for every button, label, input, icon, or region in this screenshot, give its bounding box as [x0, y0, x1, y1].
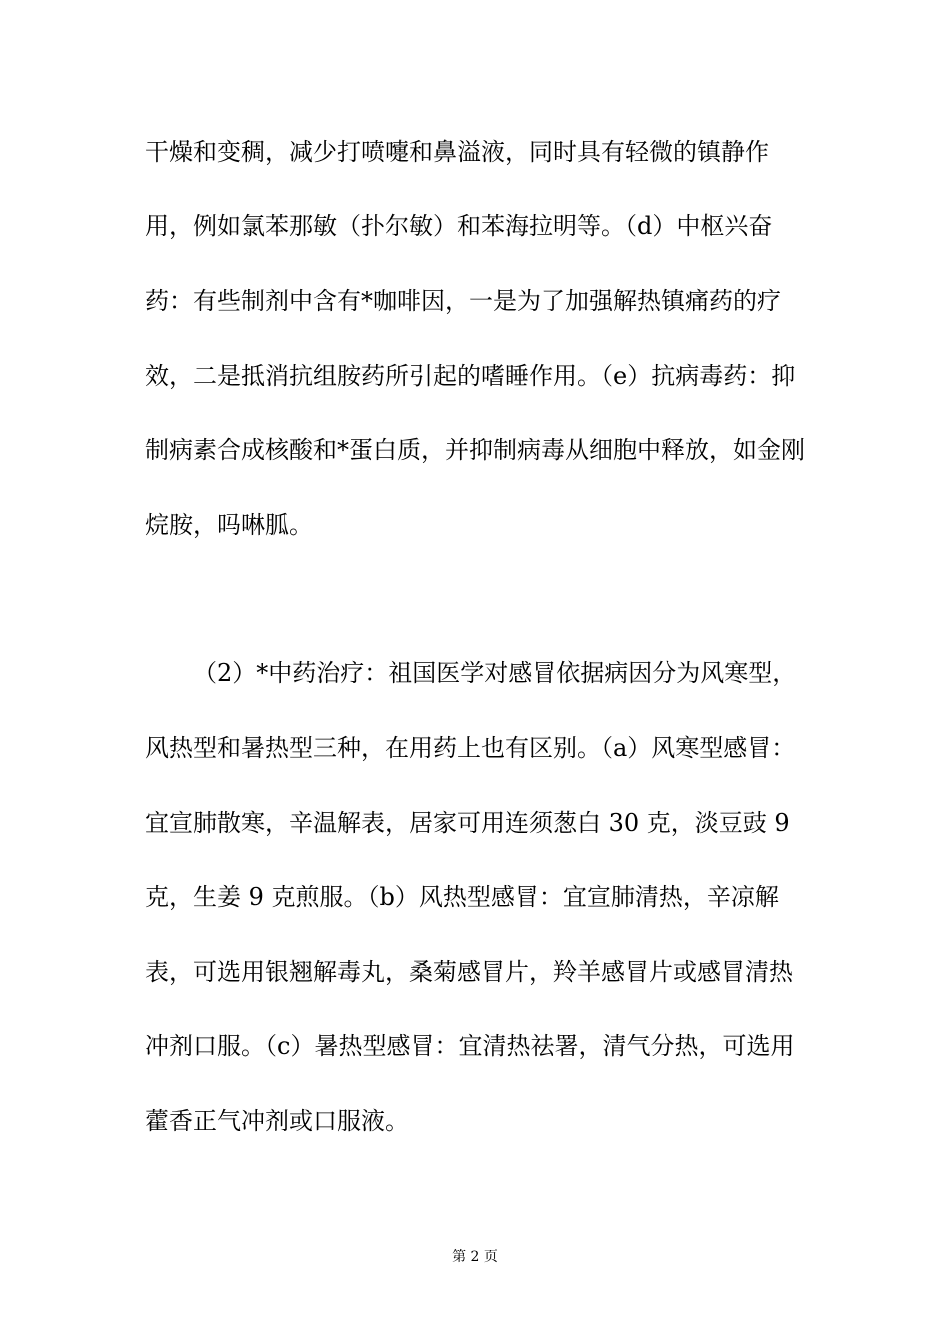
paragraph-1-line-4: 效，二是抵消抗组胺药所引起的嗜睡作用。（e）抗病毒药：抑	[145, 362, 796, 390]
paragraph-2-line-6: 冲剂口服。（c）暑热型感冒：宜清热祛署，清气分热，可选用	[145, 1032, 795, 1060]
paragraph-1-line-1: 干燥和变稠，减少打喷嚏和鼻溢液，同时具有轻微的镇静作	[145, 138, 769, 166]
paragraph-1-line-5: 制病素合成核酸和*蛋白质，并抑制病毒从细胞中释放，如金刚	[145, 436, 805, 464]
paragraph-2-line-1: （2）*中药治疗：祖国医学对感冒依据病因分为风寒型，	[193, 659, 797, 687]
paragraph-1-line-3: 药：有些制剂中含有*咖啡因，一是为了加强解热镇痛药的疗	[145, 287, 781, 315]
paragraph-2-line-7: 藿香正气冲剂或口服液。	[145, 1107, 409, 1135]
paragraph-2-line-2: 风热型和暑热型三种，在用药上也有区别。（a）风寒型感冒：	[145, 734, 796, 762]
paragraph-2-line-3: 宜宣肺散寒，辛温解表，居家可用连须葱白 30 克，淡豆豉 9	[145, 809, 790, 837]
paragraph-2-line-5: 表，可选用银翘解毒丸，桑菊感冒片，羚羊感冒片或感冒清热	[145, 958, 793, 986]
paragraph-1-line-6: 烷胺，吗啉胍。	[145, 511, 313, 539]
page-number: 第 2 页	[452, 1249, 498, 1265]
paragraph-1-line-2: 用，例如氯苯那敏（扑尔敏）和苯海拉明等。（d）中枢兴奋	[145, 212, 773, 240]
paragraph-2-line-4: 克，生姜 9 克煎服。（b）风热型感冒：宜宣肺清热，辛凉解	[145, 883, 779, 911]
